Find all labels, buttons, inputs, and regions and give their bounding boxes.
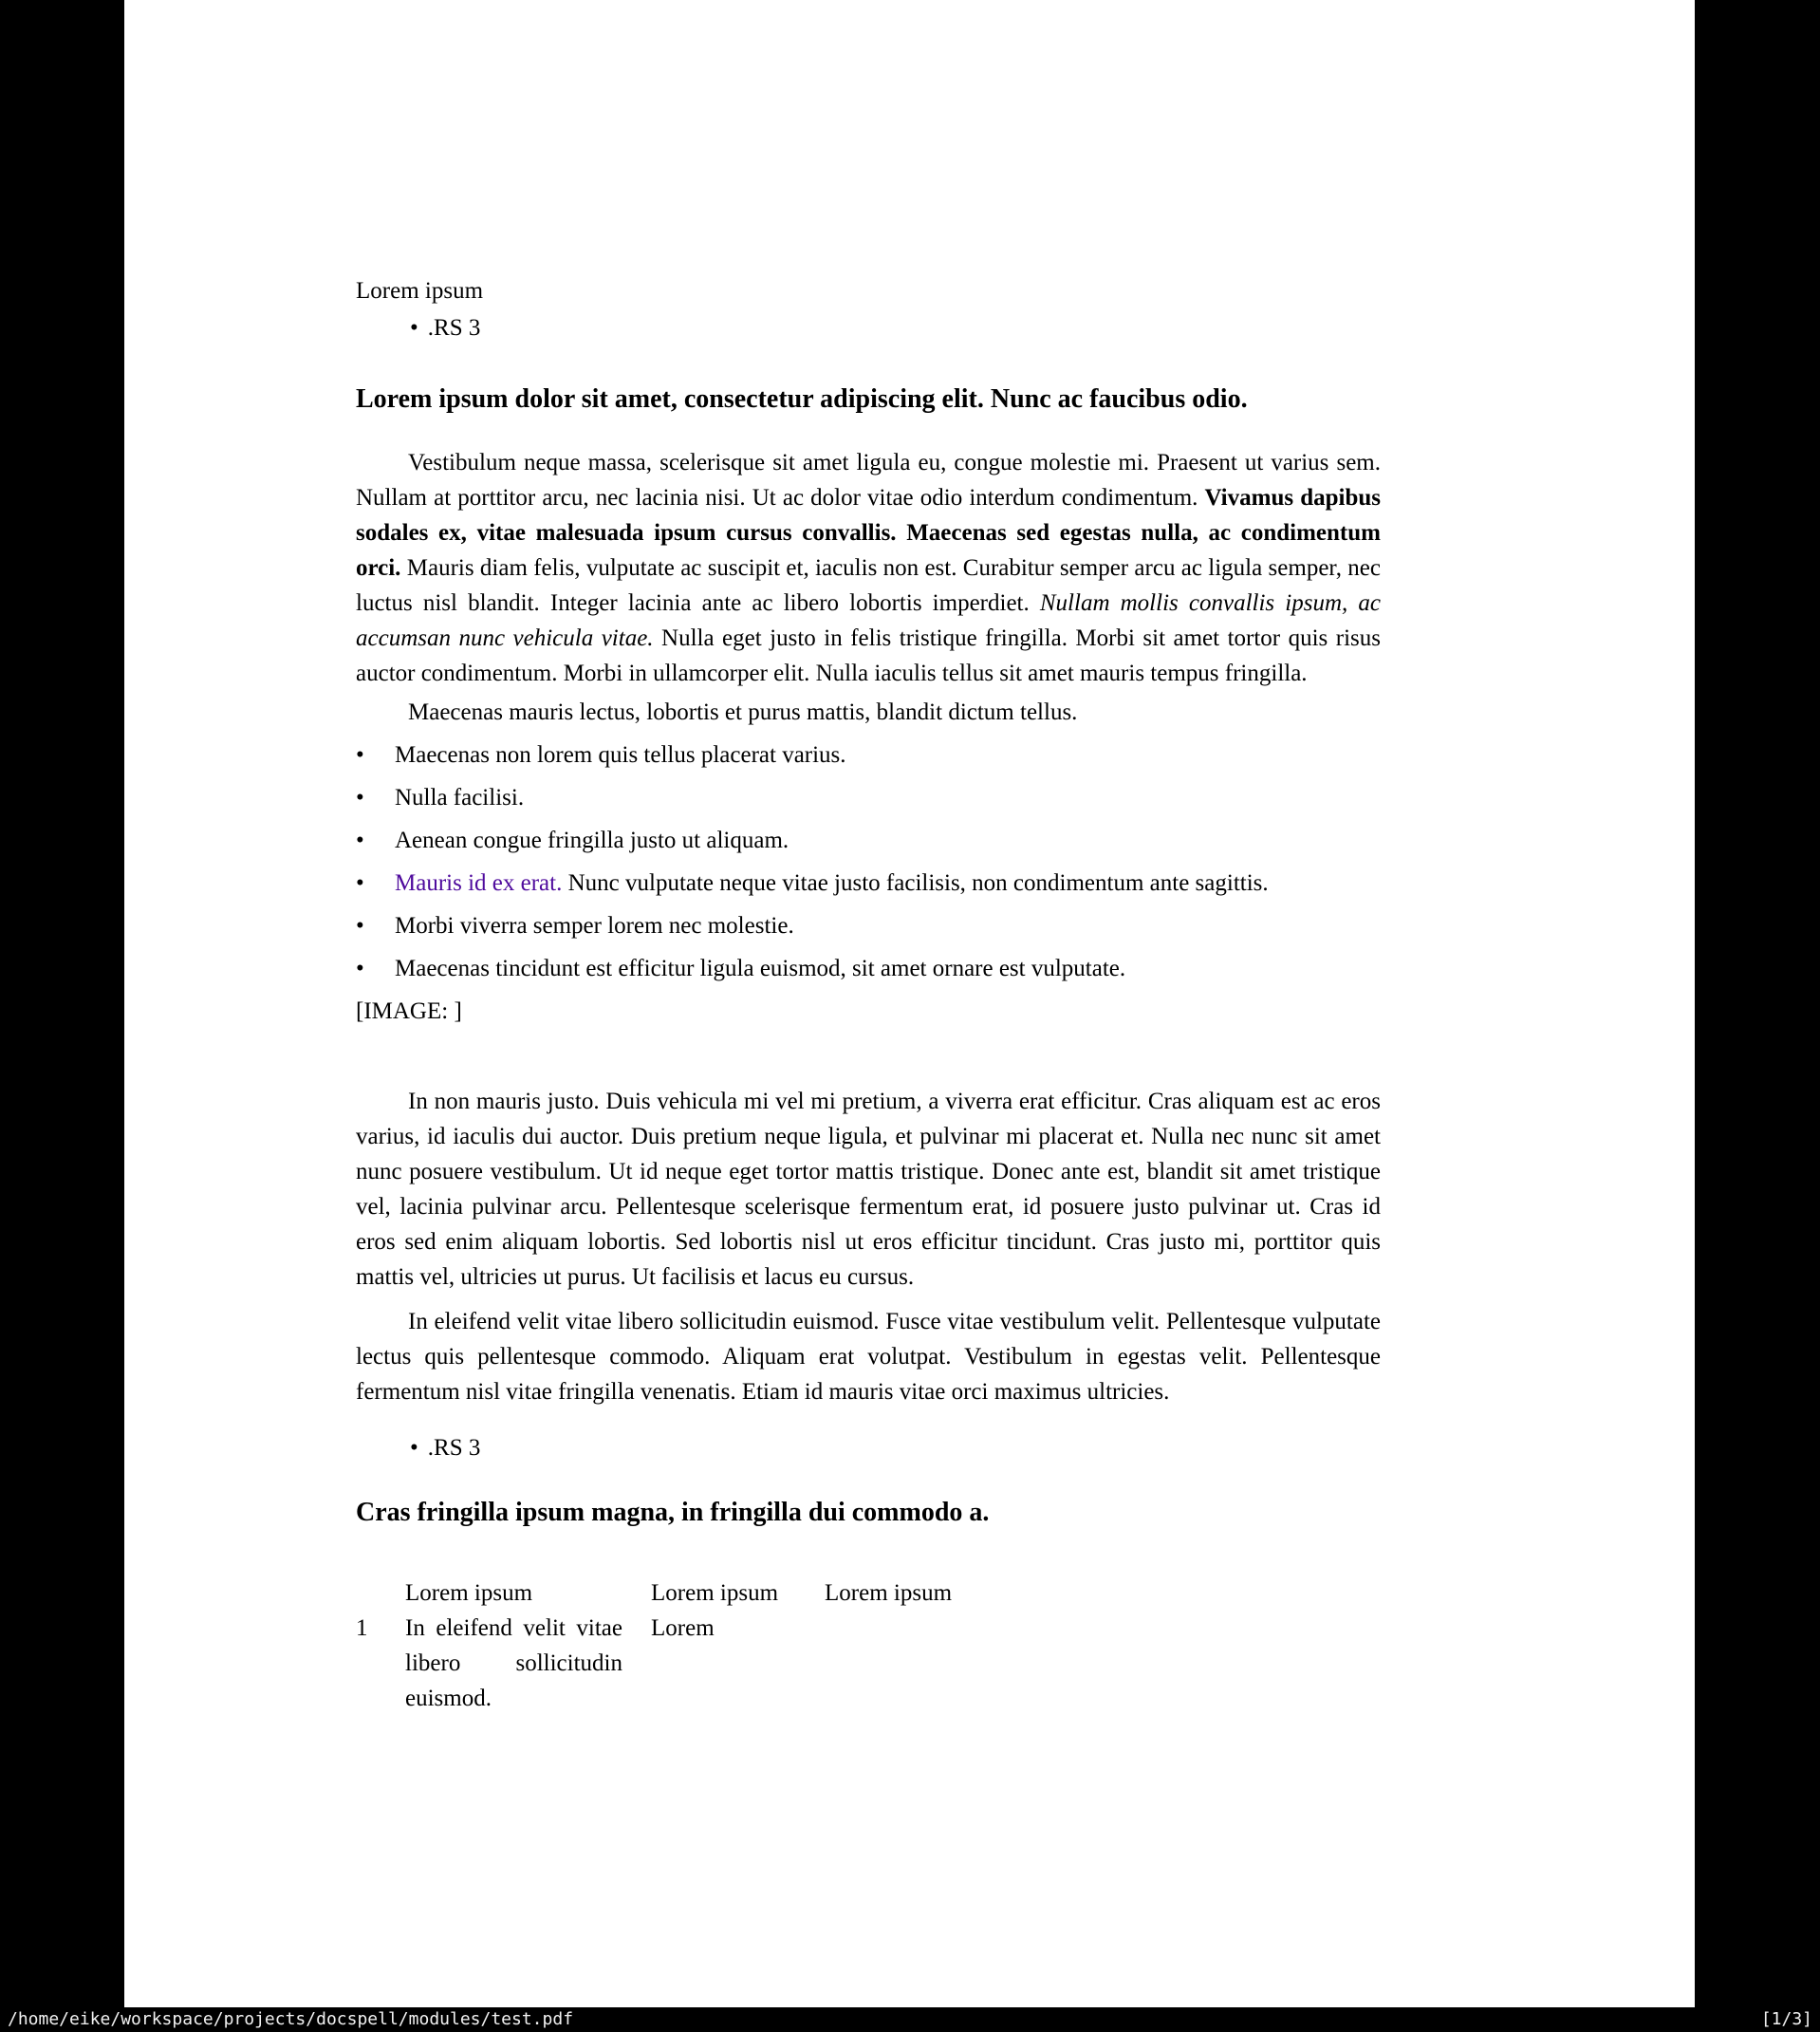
list-item bbox=[356, 780, 1381, 815]
rs-macro-text: .RS 3 bbox=[427, 315, 481, 341]
list-item bbox=[356, 951, 1381, 986]
paragraph-2: In non mauris justo. Duis vehicula mi vel mi pretium, a viverra erat efficitur. Cras aliquam est ac eros varius, id iaculis dui auctor. Duis pretium neque ligula, et pulvinar mi placerat et. Nulla nec nunc sit amet nunc posuere vestibulum. Ut id neque eget tortor mattis tristique. Donec ante est, blandit sit amet tristique vel, lacinia pulvinar arcu. Pellentesque scelerisque fermentum erat, id posuere justo pulvinar ut. Cras id eros sed enim aliquam lobortis. Sed lobortis nisl ut eros efficitur tincidunt. Cras justo mi, porttitor quis mattis vel, ultricies ut purus. Ut facilisis et lacus eu cursus. bbox=[356, 1089, 1381, 1290]
rs-macro-line bbox=[410, 310, 1381, 345]
section-heading-1: Lorem ipsum dolor sit amet, consectetur adipiscing elit. Nunc ac faucibus odio. bbox=[356, 384, 1248, 414]
table-cell bbox=[825, 1611, 1014, 1716]
section-heading-2: Cras fringilla ipsum magna, in fringilla dui commodo a. bbox=[356, 1498, 990, 1527]
bullet-icon: • bbox=[410, 1435, 418, 1461]
list-item-text: Mauris id ex erat. Nunc vulputate neque vitae justo facilisis, non condimentum ante sagittis. bbox=[395, 870, 1269, 896]
table-header-cell: Lorem ipsum bbox=[825, 1580, 953, 1606]
bullet-icon: • bbox=[356, 870, 364, 896]
intro-line: Lorem ipsum bbox=[356, 278, 484, 304]
table-row-number: 1 bbox=[356, 1615, 368, 1641]
paragraph-3: In eleifend velit vitae libero sollicitudin euismod. Fusce vitae vestibulum velit. Pellentesque vulputate lectus quis pellentesque commodo. Aliquam erat volutpat. Vestibulum in egestas velit. Pellentesque fermentum nisl vitae fringilla venenatis. Etiam id mauris vitae orci maximus ultricies. bbox=[356, 1309, 1381, 1405]
document-table bbox=[356, 1575, 1381, 1716]
rs-macro-text: .RS 3 bbox=[427, 1435, 481, 1461]
table-cell: In eleifend velit vitae libero sollicitudin euismod. bbox=[405, 1615, 622, 1711]
table-cell: Lorem bbox=[651, 1615, 715, 1641]
list-item-text: Maecenas non lorem quis tellus placerat varius. bbox=[395, 742, 846, 768]
standalone-sentence: Maecenas mauris lectus, lobortis et purus mattis, blandit dictum tellus. bbox=[408, 699, 1078, 725]
statusbar-page-indicator: [1/3] bbox=[1760, 2009, 1812, 2029]
pdf-page bbox=[124, 0, 1695, 2007]
list-item-text: Morbi viverra semper lorem nec molestie. bbox=[395, 913, 794, 939]
bullet-icon: • bbox=[356, 913, 364, 939]
list-item bbox=[356, 908, 1381, 943]
paragraph-1: Vestibulum neque massa, scelerisque sit amet ligula eu, congue molestie mi. Praesent ut varius sem. Nullam at porttitor arcu, nec lacinia nisi. Ut ac dolor vitae odio interdum condimentum. Vivamus dapibus sodales ex, vitae malesuada ipsum cursus convallis. Maecenas sed egestas nulla, ac condimentum orci. Mauris diam felis, vulputate ac suscipit et, iaculis non est. Curabitur semper arcu ac ligula semper, nec luctus nisl blandit. Integer lacinia ante ac libero lobortis imperdiet. Nullam mollis convallis ipsum, ac accumsan nunc vehicula vitae. Nulla eget justo in felis tristique fringilla. Morbi sit amet tortor quis risus auctor condimentum. Morbi in ullamcorper elit. Nulla iaculis tellus sit amet mauris tempus fringilla. bbox=[356, 450, 1382, 686]
bullet-icon: • bbox=[410, 315, 418, 341]
statusbar bbox=[0, 2007, 1820, 2032]
image-placeholder-text: [IMAGE: ] bbox=[356, 998, 462, 1024]
table-header-cell: Lorem ipsum bbox=[651, 1580, 779, 1606]
document-content bbox=[356, 0, 1381, 1716]
table-header-cell: Lorem ipsum bbox=[405, 1580, 533, 1606]
table-corner-cell bbox=[356, 1575, 405, 1611]
list-item-with-link[interactable] bbox=[356, 866, 1381, 901]
bullet-list bbox=[356, 737, 1381, 986]
bullet-icon: • bbox=[356, 828, 364, 853]
bullet-icon: • bbox=[356, 785, 364, 811]
list-item bbox=[356, 823, 1381, 858]
bullet-icon: • bbox=[356, 742, 364, 768]
list-item bbox=[356, 737, 1381, 773]
bullet-icon: • bbox=[356, 956, 364, 981]
list-item-text: Maecenas tincidunt est efficitur ligula euismod, sit amet ornare est vulputate. bbox=[395, 956, 1126, 981]
statusbar-file-path: /home/eike/workspace/projects/docspell/modules/test.pdf bbox=[8, 2009, 574, 2029]
list-item-text: Nulla facilisi. bbox=[395, 785, 525, 811]
list-item-text: Aenean congue fringilla justo ut aliquam. bbox=[395, 828, 789, 853]
rs-macro-line bbox=[410, 1430, 1381, 1465]
